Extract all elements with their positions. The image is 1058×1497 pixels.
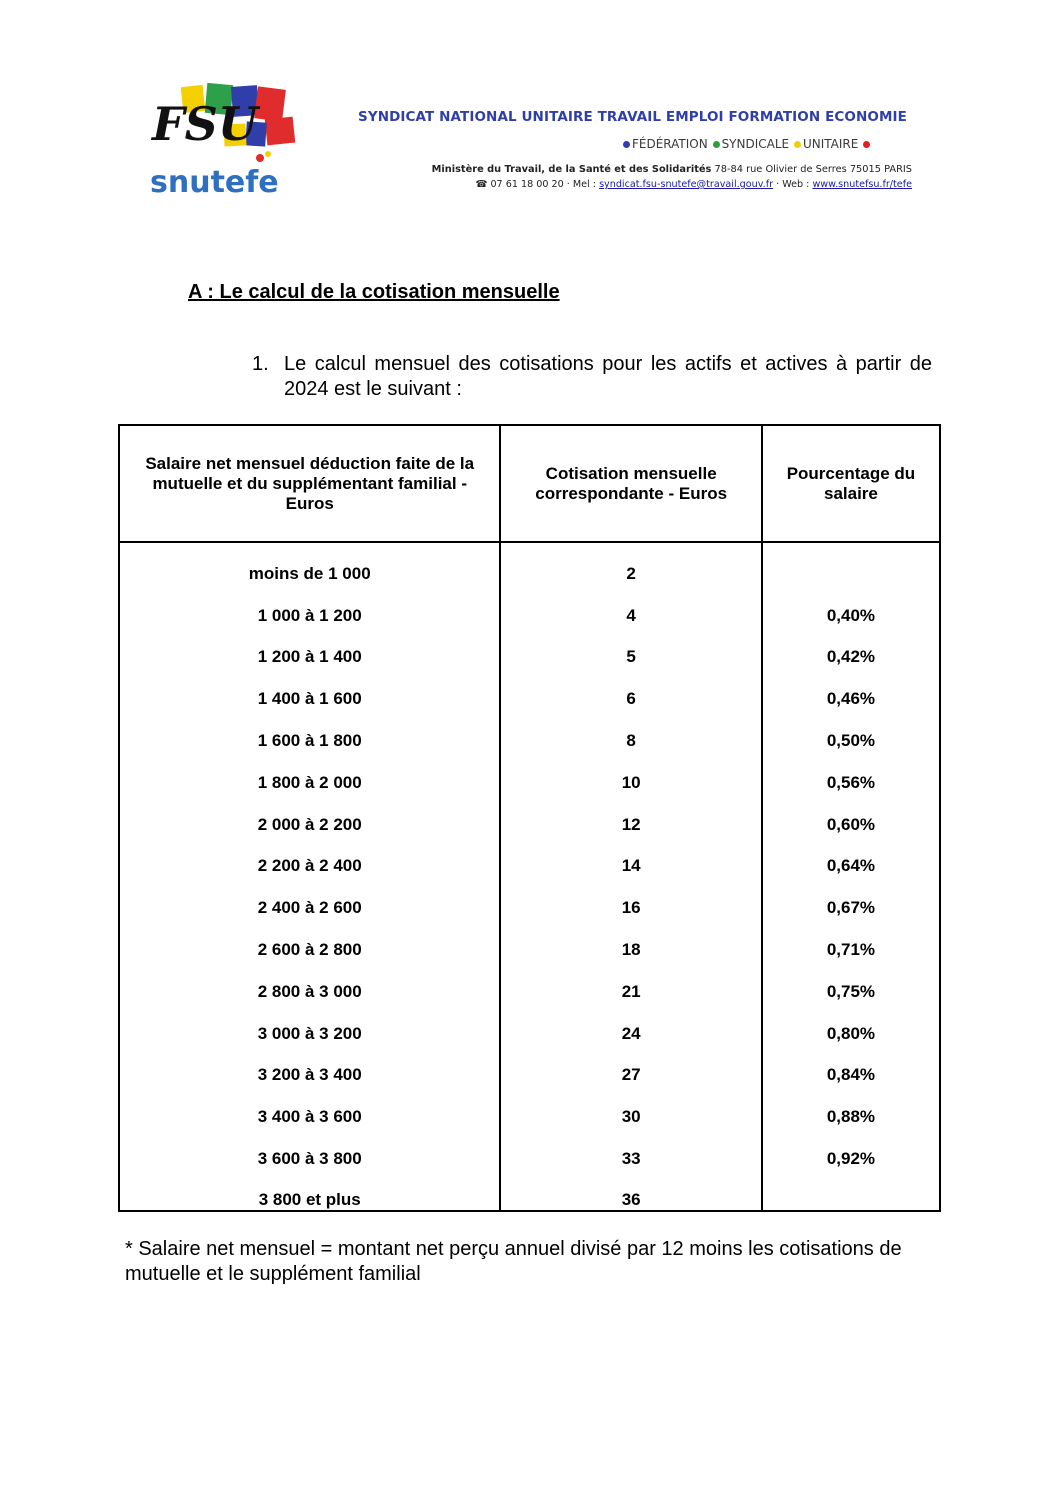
salary-range: 3 400 à 3 600 [119, 1096, 500, 1138]
table-row [119, 542, 940, 595]
contribution-amount: 4 [500, 595, 761, 637]
intro-list-item [252, 352, 932, 402]
web-label: · Web : [776, 179, 810, 190]
table-header-row [119, 425, 940, 542]
salary-percentage: 0,64% [762, 846, 940, 888]
salary-percentage [762, 542, 940, 595]
salary-percentage: 0,71% [762, 929, 940, 971]
table-row [119, 929, 940, 971]
salary-percentage: 0,80% [762, 1013, 940, 1055]
table-row [119, 720, 940, 762]
contribution-amount: 14 [500, 846, 761, 888]
intro-text: Le calcul mensuel des cotisations pour les actifs et actives à partir de 2024 est le suivant : [284, 353, 932, 400]
table-row [119, 804, 940, 846]
salary-range: 2 600 à 2 800 [119, 929, 500, 971]
contribution-amount: 12 [500, 804, 761, 846]
salary-range: 2 400 à 2 600 [119, 887, 500, 929]
postal-address [432, 164, 912, 175]
address-institution: Ministère du Travail, de la Santé et des Solidarités [431, 164, 712, 175]
logo-fsu-text: FSU [152, 97, 258, 151]
table-row [119, 1180, 940, 1211]
table-row [119, 678, 940, 720]
contribution-amount: 30 [500, 1096, 761, 1138]
tagline-word-federation: FÉDÉRATION [632, 137, 708, 151]
header-salary: Salaire net mensuel déduction faite de la mutuelle et du supplémentant familial - Euros [119, 425, 500, 542]
salary-range: 1 000 à 1 200 [119, 595, 500, 637]
table-row [119, 1013, 940, 1055]
salary-percentage: 0,46% [762, 678, 940, 720]
contribution-amount: 24 [500, 1013, 761, 1055]
salary-range: 1 200 à 1 400 [119, 637, 500, 679]
yellow-dot-icon [794, 141, 801, 148]
salary-percentage: 0,40% [762, 595, 940, 637]
salary-percentage: 0,42% [762, 637, 940, 679]
salary-range: 1 400 à 1 600 [119, 678, 500, 720]
salary-range: moins de 1 000 [119, 542, 500, 595]
table-row [119, 595, 940, 637]
green-dot-icon [713, 141, 720, 148]
table-row [119, 887, 940, 929]
contribution-amount: 27 [500, 1055, 761, 1097]
address-street: 78-84 rue Olivier de Serres 75015 PARIS [711, 164, 912, 175]
table-row [119, 1055, 940, 1097]
blue-dot-icon [623, 141, 630, 148]
salary-range: 1 600 à 1 800 [119, 720, 500, 762]
salary-range: 2 200 à 2 400 [119, 846, 500, 888]
contact-line [475, 179, 912, 190]
contribution-amount: 8 [500, 720, 761, 762]
red-dot-icon [863, 141, 870, 148]
salary-percentage: 0,88% [762, 1096, 940, 1138]
email-link[interactable]: syndicat.fsu-snutefe@travail.gouv.fr [599, 179, 774, 190]
salary-percentage [762, 1180, 940, 1211]
organization-name: SYNDICAT NATIONAL UNITAIRE TRAVAIL EMPLOI FORMATION ECONOMIE [358, 109, 907, 125]
table-row [119, 846, 940, 888]
phone-number: 07 61 18 00 20 [490, 179, 564, 190]
table-row [119, 971, 940, 1013]
salary-range: 3 600 à 3 800 [119, 1138, 500, 1180]
contribution-amount: 6 [500, 678, 761, 720]
tagline-word-syndicale: SYNDICALE [721, 137, 790, 151]
contribution-amount: 36 [500, 1180, 761, 1211]
salary-percentage: 0,56% [762, 762, 940, 804]
table-row [119, 1096, 940, 1138]
salary-range: 3 200 à 3 400 [119, 1055, 500, 1097]
salary-range: 2 000 à 2 200 [119, 804, 500, 846]
salary-percentage: 0,60% [762, 804, 940, 846]
list-number: 1. [252, 353, 269, 375]
phone-icon: ☎ [475, 179, 488, 190]
salary-range: 1 800 à 2 000 [119, 762, 500, 804]
salary-range: 3 800 et plus [119, 1180, 500, 1211]
section-title: A : Le calcul de la cotisation mensuelle [188, 281, 560, 303]
salary-percentage: 0,50% [762, 720, 940, 762]
table-row [119, 762, 940, 804]
contribution-amount: 2 [500, 542, 761, 595]
fsu-tagline [622, 137, 872, 151]
salary-percentage: 0,75% [762, 971, 940, 1013]
footnote: * Salaire net mensuel = montant net perçu annuel divisé par 12 moins les cotisations de mutuelle et le supplément familial [125, 1238, 902, 1285]
header-contribution: Cotisation mensuelle correspondante - Euros [500, 425, 761, 542]
website-link[interactable]: www.snutefsu.fr/tefe [812, 179, 912, 190]
contribution-amount: 33 [500, 1138, 761, 1180]
fsu-snutefe-logo [148, 82, 308, 202]
contribution-amount: 21 [500, 971, 761, 1013]
salary-percentage: 0,84% [762, 1055, 940, 1097]
salary-range: 2 800 à 3 000 [119, 971, 500, 1013]
contribution-amount: 10 [500, 762, 761, 804]
salary-percentage: 0,67% [762, 887, 940, 929]
table-row [119, 1138, 940, 1180]
mail-label: · Mel : [566, 179, 596, 190]
table-row [119, 637, 940, 679]
logo-snutefe-text: snutefe [150, 165, 279, 200]
contribution-table [118, 424, 941, 1212]
salary-percentage: 0,92% [762, 1138, 940, 1180]
contribution-amount: 16 [500, 887, 761, 929]
contribution-amount: 18 [500, 929, 761, 971]
salary-range: 3 000 à 3 200 [119, 1013, 500, 1055]
tagline-word-unitaire: UNITAIRE [802, 137, 859, 151]
header-percentage: Pourcentage du salaire [762, 425, 940, 542]
contribution-amount: 5 [500, 637, 761, 679]
